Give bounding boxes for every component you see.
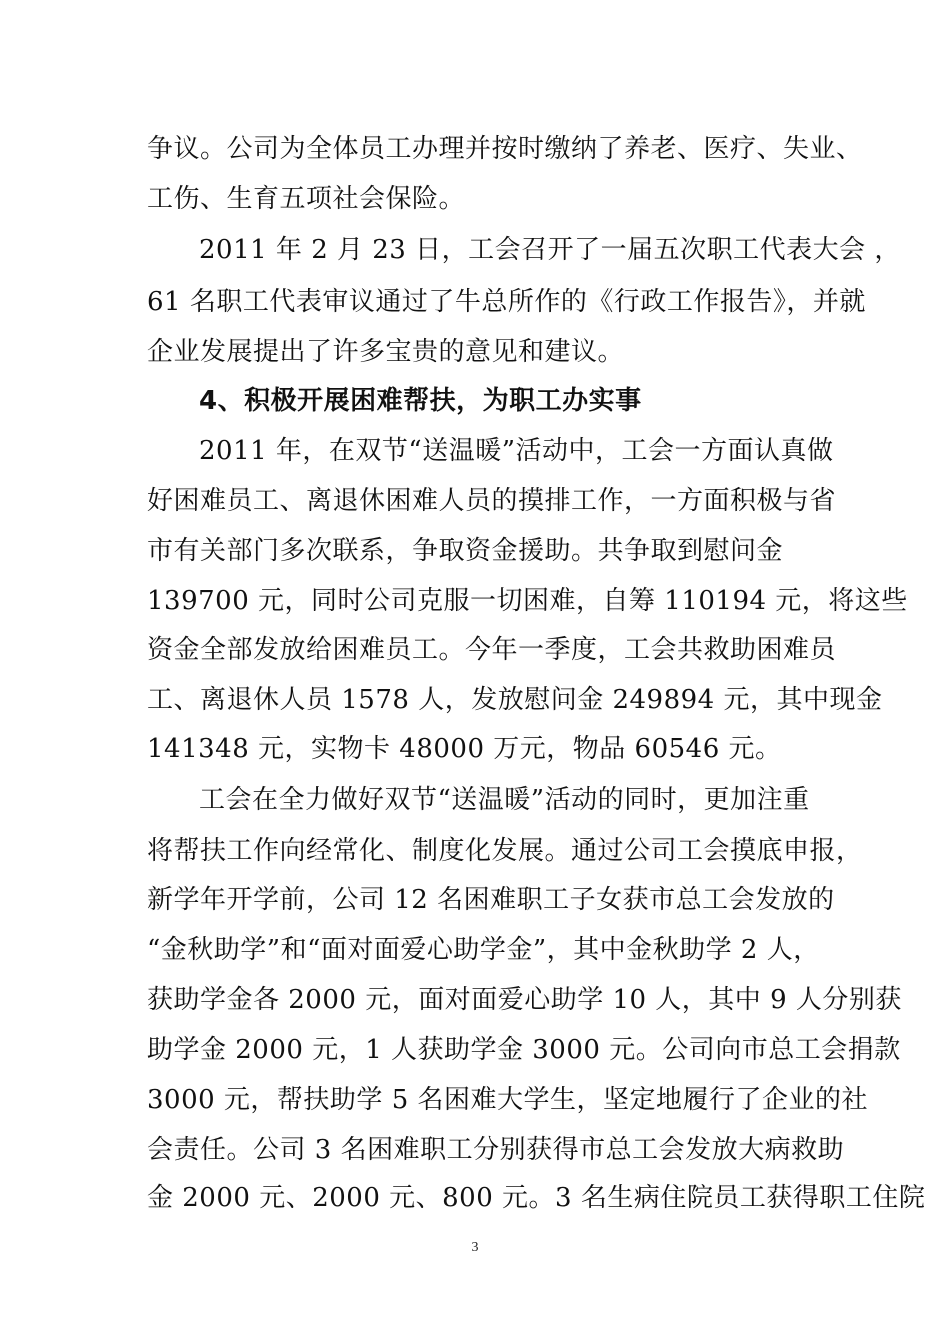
text-line: 市有关部门多次联系，争取资金援助。共争取到慰问金 [147, 536, 784, 566]
text-line: 金 2000 元、2000 元、800 元。3 名生病住院员工获得职工住院 [147, 1183, 926, 1213]
page-number: 3 [471, 1240, 479, 1255]
text-line: 获助学金各 2000 元，面对面爱心助学 10 人，其中 9 人分别获 [147, 985, 902, 1015]
text-line: 3000 元，帮扶助学 5 名困难大学生，坚定地履行了企业的社 [147, 1085, 869, 1115]
text-line: 会责任。公司 3 名困难职工分别获得市总工会发放大病救助 [147, 1135, 845, 1165]
text-line: “金秋助学”和“面对面爱心助学金”，其中金秋助学 2 人， [147, 935, 820, 965]
section-heading: 4、积极开展困难帮扶，为职工办实事 [199, 386, 642, 416]
text-line: 2011 年 2 月 23 日，工会召开了一届五次职工代表大会 ， [199, 235, 901, 265]
text-line: 新学年开学前，公司 12 名困难职工子女获市总工会发放的 [147, 885, 835, 915]
text-line: 好困难员工、离退休困难人员的摸排工作，一方面积极与省 [147, 486, 837, 516]
text-line: 2011 年，在双节“送温暖”活动中，工会一方面认真做 [199, 436, 834, 466]
text-line: 61 名职工代表审议通过了牛总所作的《行政工作报告》，并就 [147, 287, 866, 317]
text-line: 141348 元，实物卡 48000 万元，物品 60546 元。 [147, 734, 782, 764]
text-line: 139700 元，同时公司克服一切困难，自筹 110194 元，将这些 [147, 586, 908, 616]
text-line: 企业发展提出了许多宝贵的意见和建议。 [147, 337, 625, 367]
text-line: 资金全部发放给困难员工。今年一季度，工会共救助困难员 [147, 635, 837, 665]
text-line: 工、离退休人员 1578 人，发放慰问金 249894 元，其中现金 [147, 685, 883, 715]
text-line: 工伤、生育五项社会保险。 [147, 184, 466, 214]
text-line: 将帮扶工作向经常化、制度化发展。通过公司工会摸底申报， [147, 836, 863, 866]
text-line: 助学金 2000 元，1 人获助学金 3000 元。公司向市总工会捐款 [147, 1035, 901, 1065]
text-line: 争议。公司为全体员工办理并按时缴纳了养老、医疗、失业、 [147, 134, 863, 164]
text-line: 工会在全力做好双节“送温暖”活动的同时，更加注重 [199, 785, 810, 815]
